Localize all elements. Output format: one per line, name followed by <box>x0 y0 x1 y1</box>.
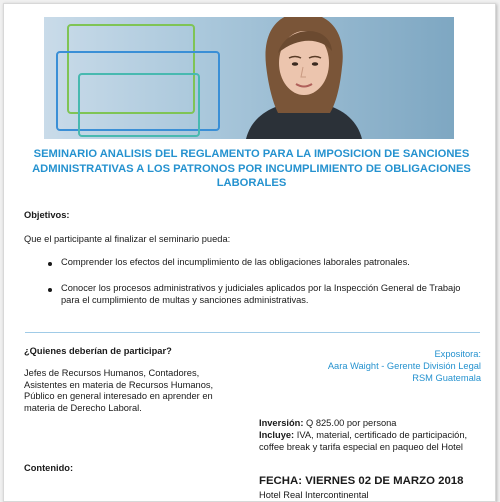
flyer-page <box>3 3 496 502</box>
incluye-value: IVA, material, certificado de participación, coffee break y tarifa especial en paqueo del Hotel <box>259 430 468 452</box>
fecha-heading: FECHA: VIERNES 02 DE MARZO 2018 <box>259 475 464 487</box>
teal-frame-decoration <box>78 73 200 137</box>
objetivo-item: Comprender los efectos del incumplimiento de las obligaciones laborales patronales. <box>61 257 410 267</box>
bullet-icon <box>48 262 52 266</box>
header-banner-image <box>44 17 454 139</box>
section-divider <box>25 332 480 333</box>
woman-portrait <box>234 17 374 139</box>
lugar-text: Hotel Real Intercontinental <box>259 490 369 500</box>
inversion-label: Inversión: <box>259 418 304 428</box>
bullet-icon <box>48 288 52 292</box>
objetivo-item: Conocer los procesos administrativos y judiciales aplicados por la Inspección General de Trabajo para el cumplimiento de multas y sanciones administrativas. <box>61 283 461 305</box>
expositora-company: RSM Guatemala <box>412 373 481 383</box>
objetivos-intro: Que el participante al finalizar el seminario pueda: <box>24 234 231 244</box>
incluye-row <box>259 430 469 453</box>
incluye-label: Incluye: <box>259 430 295 440</box>
inversion-row <box>259 418 396 430</box>
seminar-title: SEMINARIO ANALISIS DEL REGLAMENTO PARA LA IMPOSICION DE SANCIONES ADMINISTRATIVAS A LOS PATRONOS POR INCUMPLIMIENTO DE OBLIGACIONES LABORALES <box>32 148 471 189</box>
objetivos-heading: Objetivos: <box>24 210 70 220</box>
expositora-label: Expositora: <box>434 349 481 359</box>
contenido-heading: Contenido: <box>24 463 74 473</box>
expositora-name: Aara Waight - Gerente División Legal <box>327 361 481 371</box>
participantes-text: Jefes de Recursos Humanos, Contadores, Asistentes en materia de Recursos Humanos, Público en general interesado en aprender en materia de Derecho Laboral. <box>24 368 214 413</box>
inversion-value: Q 825.00 por persona <box>306 418 397 428</box>
participantes-heading: ¿Quienes deberían de participar? <box>24 346 172 356</box>
